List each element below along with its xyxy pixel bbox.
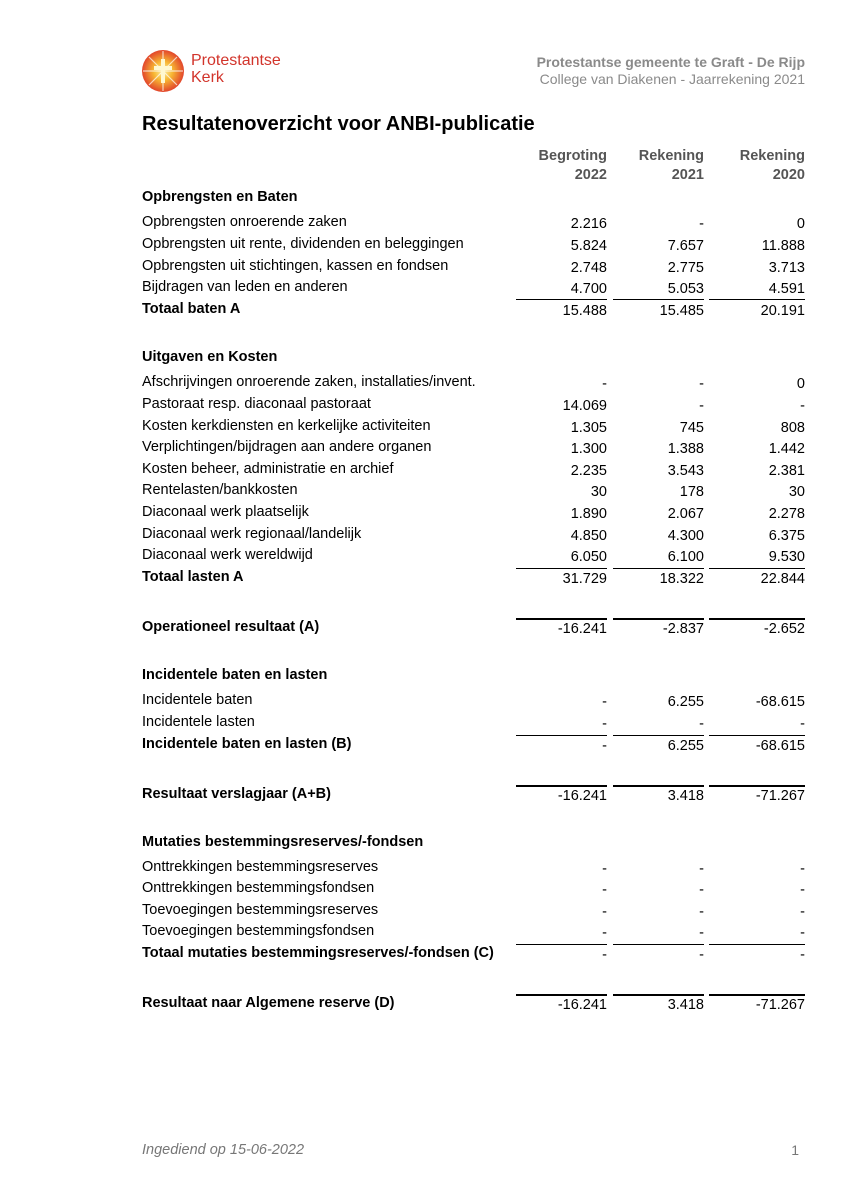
row-label: Kosten beheer, administratie en archief: [142, 461, 394, 477]
row-value: 1.305: [570, 420, 607, 436]
section-heading-mutaties: Mutaties bestemmingsreserves/-fondsen: [142, 834, 424, 850]
total-rule: [709, 785, 805, 787]
total-rule: [613, 944, 704, 945]
row-label: Bijdragen van leden en anderen: [142, 279, 348, 295]
row-value: 2.235: [570, 463, 607, 479]
row-label: Resultaat verslagjaar (A+B): [142, 786, 331, 802]
row-label: Diaconaal werk plaatselijk: [142, 504, 309, 520]
table-row: [0, 526, 849, 548]
section-heading-lasten: Uitgaven en Kosten: [142, 349, 278, 365]
table-row: [0, 418, 849, 440]
row-value: -: [699, 861, 704, 877]
row-value: -: [699, 398, 704, 414]
row-label: Verplichtingen/bijdragen aan andere organen: [142, 439, 432, 455]
total-rule: [516, 299, 607, 300]
row-value: -: [800, 925, 805, 941]
table-row: [0, 439, 849, 461]
row-value: 15.485: [659, 303, 704, 319]
row-label: Incidentele lasten: [142, 714, 255, 730]
row-value: 3.418: [667, 788, 704, 804]
row-label: Afschrijvingen onroerende zaken, installaties/invent.: [142, 374, 476, 390]
row-label: Totaal lasten A: [142, 569, 244, 585]
row-value: -71.267: [755, 997, 805, 1013]
logo-text-line1: Protestantse: [191, 52, 281, 69]
document-subtitle: College van Diakenen - Jaarrekening 2021: [539, 71, 805, 87]
table-row: [0, 859, 849, 881]
row-value: 178: [679, 484, 704, 500]
row-value: -: [602, 904, 607, 920]
row-value: 2.067: [667, 506, 704, 522]
row-value: 15.488: [562, 303, 607, 319]
total-rule: [613, 785, 704, 787]
row-value: 1.300: [570, 441, 607, 457]
row-value: 4.300: [667, 528, 704, 544]
table-row: [0, 995, 849, 1017]
row-value: 2.381: [768, 463, 805, 479]
row-value: -: [699, 904, 704, 920]
row-value: 6.050: [570, 549, 607, 565]
total-rule: [516, 618, 607, 620]
row-value: 1.388: [667, 441, 704, 457]
row-value: 4.700: [570, 281, 607, 297]
row-value: 5.824: [570, 238, 607, 254]
table-row: [0, 786, 849, 808]
row-value: 14.069: [562, 398, 607, 414]
row-value: -68.615: [755, 738, 805, 754]
row-value: -16.241: [557, 788, 607, 804]
row-value: -2.652: [763, 621, 805, 637]
row-label: Toevoegingen bestemmingsreserves: [142, 902, 379, 918]
row-value: -: [602, 882, 607, 898]
row-value: 3.418: [667, 997, 704, 1013]
row-label: Kosten kerkdiensten en kerkelijke activiteiten: [142, 418, 431, 434]
row-value: -16.241: [557, 997, 607, 1013]
row-value: -68.615: [755, 694, 805, 710]
row-label: Opbrengsten uit stichtingen, kassen en fondsen: [142, 258, 449, 274]
table-row: [0, 374, 849, 396]
row-value: 0: [796, 376, 805, 392]
row-value: -: [699, 925, 704, 941]
row-value: -: [800, 716, 805, 732]
row-value: 2.748: [570, 260, 607, 276]
row-value: -: [602, 925, 607, 941]
row-value: 1.890: [570, 506, 607, 522]
table-row: [0, 504, 849, 526]
row-label: Diaconaal werk regionaal/landelijk: [142, 526, 362, 542]
table-row: [0, 880, 849, 902]
row-label: Rentelasten/bankkosten: [142, 482, 298, 498]
logo-text-line2: Kerk: [191, 69, 224, 86]
row-value: 4.591: [768, 281, 805, 297]
row-value: -: [699, 882, 704, 898]
row-label: Totaal baten A: [142, 301, 241, 317]
row-value: -: [602, 738, 607, 754]
total-rule: [516, 785, 607, 787]
row-value: 2.216: [570, 216, 607, 232]
table-row: [0, 301, 849, 323]
row-value: -: [602, 376, 607, 392]
row-value: 3.713: [768, 260, 805, 276]
row-value: 6.255: [667, 738, 704, 754]
table-row: [0, 945, 849, 967]
row-value: 0: [796, 216, 805, 232]
table-row: [0, 736, 849, 758]
column-header-rekening-2021: Rekening 2021: [638, 148, 704, 183]
total-rule: [709, 994, 805, 996]
row-value: -: [602, 694, 607, 710]
row-value: -: [800, 904, 805, 920]
row-value: -: [800, 398, 805, 414]
row-value: 5.053: [667, 281, 704, 297]
table-row: [0, 258, 849, 280]
row-value: -2.837: [662, 621, 704, 637]
page-number: 1: [791, 1142, 799, 1158]
row-label: Onttrekkingen bestemmingsreserves: [142, 859, 379, 875]
row-label: Incidentele baten: [142, 692, 253, 708]
row-label: Incidentele baten en lasten (B): [142, 736, 352, 752]
total-rule: [613, 299, 704, 300]
table-row: [0, 569, 849, 591]
row-label: Opbrengsten uit rente, dividenden en beleggingen: [142, 236, 464, 252]
row-value: -71.267: [755, 788, 805, 804]
section-heading-baten: Opbrengsten en Baten: [142, 189, 298, 205]
table-row: [0, 236, 849, 258]
total-rule: [613, 618, 704, 620]
total-rule: [516, 944, 607, 945]
row-value: 2.278: [768, 506, 805, 522]
row-value: -: [699, 947, 704, 963]
table-row: [0, 902, 849, 924]
table-row: [0, 619, 849, 641]
row-value: 808: [780, 420, 805, 436]
total-rule: [613, 735, 704, 736]
row-label: Operationeel resultaat (A): [142, 619, 320, 635]
row-value: 6.375: [768, 528, 805, 544]
table-row: [0, 482, 849, 504]
row-value: 31.729: [562, 571, 607, 587]
row-value: 3.543: [667, 463, 704, 479]
table-row: [0, 923, 849, 945]
row-value: -: [699, 716, 704, 732]
column-header-rekening-2020: Rekening 2020: [739, 148, 805, 183]
column-header-begroting-2022: Begroting 2022: [538, 148, 607, 183]
row-value: 30: [788, 484, 805, 500]
row-label: Resultaat naar Algemene reserve (D): [142, 995, 395, 1011]
row-label: Toevoegingen bestemmingsfondsen: [142, 923, 375, 939]
table-row: [0, 279, 849, 301]
total-rule: [709, 944, 805, 945]
total-rule: [709, 735, 805, 736]
row-value: 9.530: [768, 549, 805, 565]
organization-name: Protestantse gemeente te Graft - De Rijp: [536, 54, 805, 70]
total-rule: [613, 994, 704, 996]
row-label: Onttrekkingen bestemmingsfondsen: [142, 880, 375, 896]
row-value: 6.255: [667, 694, 704, 710]
row-value: 20.191: [760, 303, 805, 319]
row-value: -: [602, 861, 607, 877]
row-value: 11.888: [761, 238, 805, 254]
row-value: -: [602, 947, 607, 963]
document-header: [537, 54, 805, 88]
row-value: -: [699, 216, 704, 232]
row-label: Pastoraat resp. diaconaal pastoraat: [142, 396, 371, 412]
row-value: 18.322: [659, 571, 704, 587]
row-label: Totaal mutaties bestemmingsreserves/-fondsen (C): [142, 945, 494, 961]
row-value: 2.775: [667, 260, 704, 276]
total-rule: [516, 994, 607, 996]
protestantse-kerk-logo: [141, 49, 301, 97]
table-row: [0, 214, 849, 236]
total-rule: [709, 618, 805, 620]
row-value: 4.850: [570, 528, 607, 544]
sunburst-cross-icon: [141, 49, 185, 93]
row-value: 1.442: [768, 441, 805, 457]
page-title: Resultatenoverzicht voor ANBI-publicatie: [142, 113, 535, 135]
row-value: -: [800, 861, 805, 877]
row-value: -: [602, 716, 607, 732]
row-value: -: [800, 947, 805, 963]
section-heading-incidenteel: Incidentele baten en lasten: [142, 667, 328, 683]
table-row: [0, 461, 849, 483]
row-value: 7.657: [667, 238, 704, 254]
row-value: -16.241: [557, 621, 607, 637]
total-rule: [516, 568, 607, 569]
table-row: [0, 692, 849, 714]
row-value: -: [699, 376, 704, 392]
table-row: [0, 396, 849, 418]
row-value: 6.100: [667, 549, 704, 565]
table-row: [0, 547, 849, 569]
row-value: -: [800, 882, 805, 898]
total-rule: [709, 568, 805, 569]
total-rule: [613, 568, 704, 569]
total-rule: [516, 735, 607, 736]
row-label: Opbrengsten onroerende zaken: [142, 214, 347, 230]
table-row: [0, 714, 849, 736]
row-value: 22.844: [760, 571, 805, 587]
row-value: 745: [679, 420, 704, 436]
row-value: 30: [590, 484, 607, 500]
row-label: Diaconaal werk wereldwijd: [142, 547, 313, 563]
submission-date: Ingediend op 15-06-2022: [142, 1142, 305, 1158]
total-rule: [709, 299, 805, 300]
